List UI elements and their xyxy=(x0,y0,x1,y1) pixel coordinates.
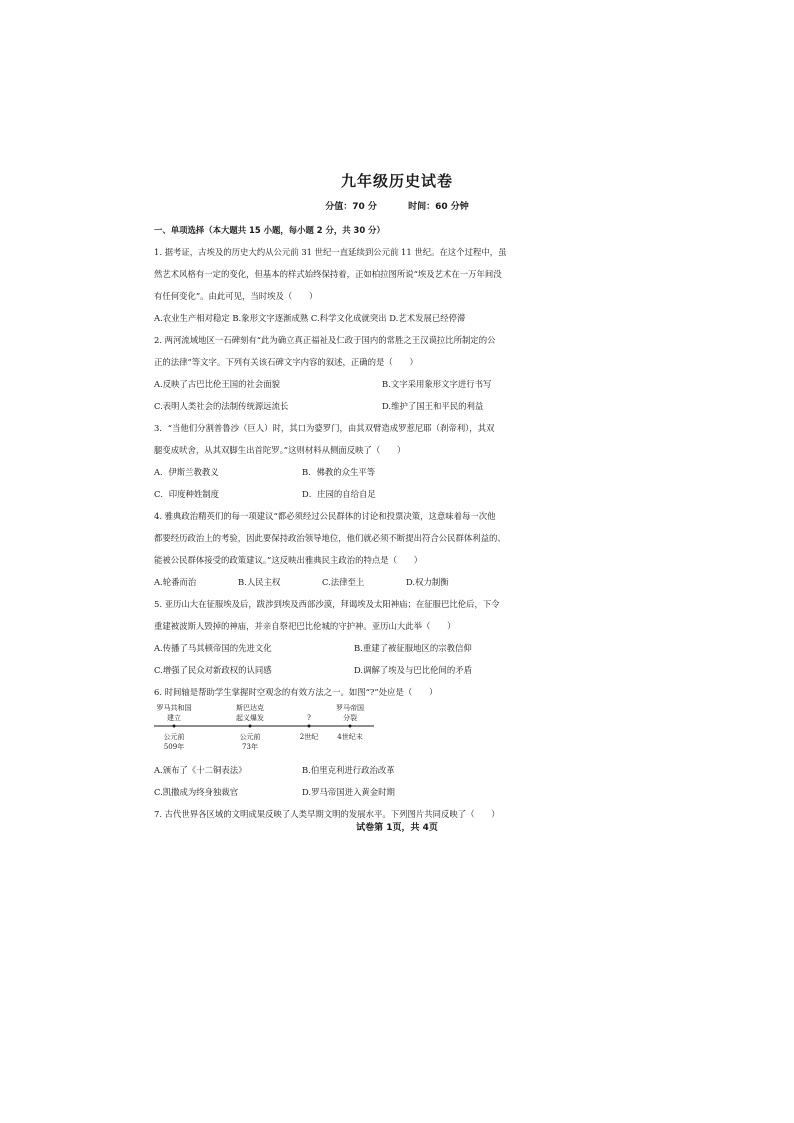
q5-options-row-2 xyxy=(154,659,550,681)
q2-option-b: B.文字采用象形文字进行书写 xyxy=(382,379,492,389)
q1-line-2: 然艺术风格有一定的变化，但基本的样式始终保持着，正如柏拉图所说“埃及艺术在一万年间没 xyxy=(154,269,502,279)
q3-options-row-2 xyxy=(154,483,550,505)
q4-options xyxy=(154,571,550,593)
time-info: 时间：60 分钟 xyxy=(408,202,469,212)
q5-option-a: A.传播了马其顿帝国的先进文化 xyxy=(154,643,272,653)
q1-options: A.农业生产相对稳定 B.象形文字逐渐成熟 C.科学文化成就突出 D.艺术发展已经停滞 xyxy=(154,313,466,323)
exam-info xyxy=(0,199,794,212)
q5-option-b: B.重建了被征服地区的宗教信仰 xyxy=(354,643,472,653)
timeline-label-top: 建立 xyxy=(167,714,181,722)
q6-stem: 6. 时间轴是帮助学生掌握时空观念的有效方法之一。如图“?”处应是（ ） xyxy=(154,687,438,697)
timeline-label-top: 罗马共和国 xyxy=(156,704,192,712)
q5-line-1: 5. 亚历山大在征服埃及后，跋涉到埃及西部沙漠，拜谒埃及太阳神庙；在征服巴比伦后，下令 xyxy=(154,599,500,609)
page-footer: 试卷第 1页，共 4页 xyxy=(356,823,438,833)
q5-option-c: C.增强了民众对新政权的认同感 xyxy=(154,665,272,675)
q3-line-2: 腿变成吠舍，从其双脚生出首陀罗。”这则材料从侧面反映了（ ） xyxy=(154,445,406,455)
q2-options-row-2 xyxy=(154,395,550,417)
q2-option-c: C.表明人类社会的法制传统源远流长 xyxy=(154,401,289,411)
timeline-label-bottom: 4世纪末 xyxy=(337,733,363,741)
q4-option-b: B.人民主权 xyxy=(238,577,281,587)
q6-option-b: B.伯里克利进行政治改革 xyxy=(302,765,395,775)
q1-line-1: 1. 据考证，古埃及的历史大约从公元前 31 世纪一直延续到公元前 11 世纪。在这个过程中，虽 xyxy=(154,247,507,257)
q3-option-a: A．伊斯兰教教义 xyxy=(154,467,219,477)
q4-option-d: D.权力制衡 xyxy=(406,577,449,587)
q4-option-a: A.轮番而治 xyxy=(154,577,197,587)
question-body xyxy=(154,219,550,825)
q5-option-d: D.调解了埃及与巴比伦间的矛盾 xyxy=(354,665,472,675)
timeline-dot xyxy=(349,725,352,728)
q6-option-a: A.颁布了《十二铜表法》 xyxy=(154,765,247,775)
timeline-question-mark: ? xyxy=(307,714,311,722)
timeline-dot xyxy=(249,725,252,728)
score-info: 分值：70 分 xyxy=(325,202,377,212)
q7-stem: 7. 古代世界各区域的文明成果反映了人类早期文明的发展水平。下列图片共同反映了（ ） xyxy=(154,809,500,819)
q2-options-row-1 xyxy=(154,373,550,395)
q3-line-1: 3．“当他们分割普鲁沙（巨人）时，其口为婆罗门，由其双臂造成罗惹尼耶（刹帝利），其双 xyxy=(154,423,495,433)
timeline-figure xyxy=(154,703,550,759)
q3-option-d: D．庄园的自给自足 xyxy=(302,489,376,499)
q4-line-3: 能被公民群体接受的政策建议。”这反映出雅典民主政治的特点是（ ） xyxy=(154,555,423,565)
q6-options-row-1 xyxy=(154,759,550,781)
q3-options-row-1 xyxy=(154,461,550,483)
timeline-dot xyxy=(173,725,176,728)
q2-line-1: 2. 两河流域地区一石碑刻有“此为确立真正福祉及仁政于国内的常胜之王汉谟拉比所制定的公 xyxy=(154,335,496,345)
q2-line-2: 正的法律”等文字。下列有关该石碑文字内容的叙述，正确的是（ ） xyxy=(154,357,418,367)
timeline-label-top: 分裂 xyxy=(343,714,357,722)
q6-options-row-2 xyxy=(154,781,550,803)
timeline-label-top: 斯巴达克 xyxy=(236,704,264,712)
q5-line-2: 重建被波斯人毁掉的神庙，并亲自祭祀巴比伦城的守护神。亚历山大此举（ ） xyxy=(154,621,456,631)
q4-line-2: 都要经历政治上的考验，因此要保持政治领导地位，他们就必须不断提出符合公民群体利益的、 xyxy=(154,533,506,543)
timeline-label-top: 罗马帝国 xyxy=(336,704,364,712)
q2-option-a: A.反映了古巴比伦王国的社会面貌 xyxy=(154,379,280,389)
timeline-label-bottom: 2世纪 xyxy=(299,733,319,741)
timeline-label-bottom: 公元前 xyxy=(163,733,185,741)
q3-option-b: B．佛教的众生平等 xyxy=(302,467,376,477)
q4-option-c: C.法律至上 xyxy=(322,577,365,587)
q4-line-1: 4. 雅典政治精英们的每一项建议“都必须经过公民群体的讨论和投票决策，这意味着每一次他 xyxy=(154,511,496,521)
timeline-svg xyxy=(154,703,384,759)
q6-option-d: D.罗马帝国进入黄金时期 xyxy=(302,787,395,797)
page-title: 九年级历史试卷 xyxy=(340,172,453,190)
q1-line-3: 有任何变化”。由此可见，当时埃及（ ） xyxy=(154,291,318,301)
timeline-label-bottom: 509年 xyxy=(163,743,185,751)
q6-option-c: C.凯撒成为终身独裁官 xyxy=(154,787,239,797)
q5-options-row-1 xyxy=(154,637,550,659)
timeline-label-top: 起义爆发 xyxy=(236,714,264,722)
timeline-dot xyxy=(308,725,311,728)
section-heading: 一、单项选择（本大题共 15 小题，每小题 2 分，共 30 分） xyxy=(154,225,385,235)
q2-option-d: D.维护了国王和平民的利益 xyxy=(382,401,484,411)
timeline-label-bottom: 公元前 xyxy=(239,733,261,741)
q3-option-c: C．印度种姓制度 xyxy=(154,489,220,499)
timeline-label-bottom: 73年 xyxy=(242,743,258,751)
